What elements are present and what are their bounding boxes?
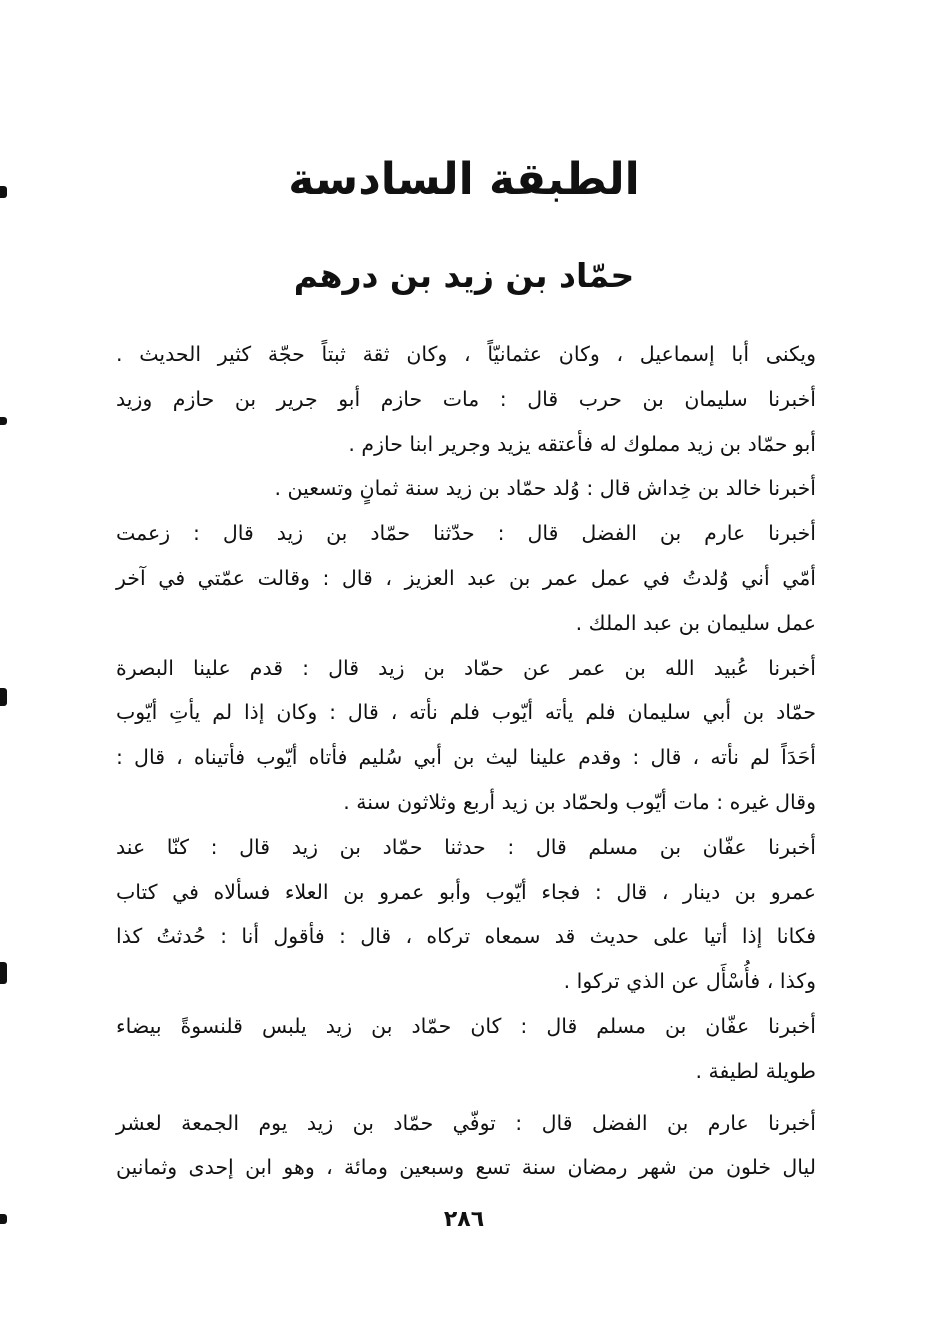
text-line: أخبرنا خالد بن خِداش قال : وُلد حمّاد بن زيد سنة ثمانٍ وتسعين .	[274, 476, 816, 501]
text-line: أخبرنا عُبيد الله بن عمر عن حمّاد بن زيد قال : قدم علينا البصرة	[116, 655, 816, 680]
binding-mark	[0, 962, 7, 984]
text-line: أخبرنا عفّان بن مسلم قال : كان حمّاد بن زيد يلبس قلنسوةً بيضاء	[116, 1013, 816, 1038]
text-line: أخبرنا سليمان بن حرب قال : مات حازم أبو جرير بن حازم وزيد	[116, 386, 816, 411]
text-line: وكذا ، فأُسْأَل عن الذي تركوا .	[563, 969, 816, 994]
text-line: وقال غيره : مات أيّوب ولحمّاد بن زيد أربع وثلاثون سنة .	[343, 789, 816, 814]
text-line: عمرو بن دينار ، قال : فجاء أيّوب وأبو عمرو بن العلاء فسألاه في كتاب	[116, 879, 816, 904]
text-line: عمل سليمان بن عبد الملك .	[575, 610, 816, 635]
text-line: أخبرنا عارم بن الفضل قال : حدّثنا حمّاد بن زيد قال : زعمت	[116, 521, 816, 546]
text-line: أخبرنا عارم بن الفضل قال : توفّي حمّاد بن زيد يوم الجمعة لعشر	[116, 1110, 816, 1135]
binding-mark	[0, 688, 7, 706]
text-line: طويلة لطيفة .	[695, 1058, 816, 1083]
text-line: أمّي أني وُلدتُ في عمل عمر بن عبد العزيز ، قال : وقالت عمّتي في آخر	[116, 565, 816, 590]
text-line: أحَدَاً لم نأته ، قال : وقدم علينا ليث بن أبي سُليم فأتاه أيّوب فأتيناه ، قال :	[116, 745, 816, 770]
person-heading: حمّاد بن زيد بن درهم	[293, 256, 635, 295]
text-line: ليال خلون من شهر رمضان سنة تسع وسبعين ومائة ، وهو ابن إحدى وثمانين	[116, 1155, 816, 1180]
chapter-title: الطبقة السادسة	[288, 154, 640, 205]
text-line: فكانا إذا أتيا على حديث قد سمعاه تركاه ، قال : فأقول أنا : حُدثتُ كذا	[116, 924, 816, 949]
binding-mark	[0, 417, 7, 425]
text-line: ويكنى أبا إسماعيل ، وكان عثمانيّاً ، وكان ثقة ثبتاً حجّة كثير الحديث .	[116, 342, 816, 366]
text-line: أخبرنا عفّان بن مسلم قال : حدثنا حمّاد بن زيد قال : كنّا عند	[116, 834, 816, 859]
body-text	[116, 332, 816, 1190]
text-line: حمّاد بن أبي سليمان فلم يأته أيّوب فلم نأته ، قال : وكان إذا لم يأتِ أيّوب	[116, 700, 816, 725]
text-line: أبو حمّاد بن زيد مملوك له فأعتقه يزيد وجرير ابنا حازم .	[348, 431, 816, 456]
page-number: ٢٨٦	[443, 1207, 485, 1232]
